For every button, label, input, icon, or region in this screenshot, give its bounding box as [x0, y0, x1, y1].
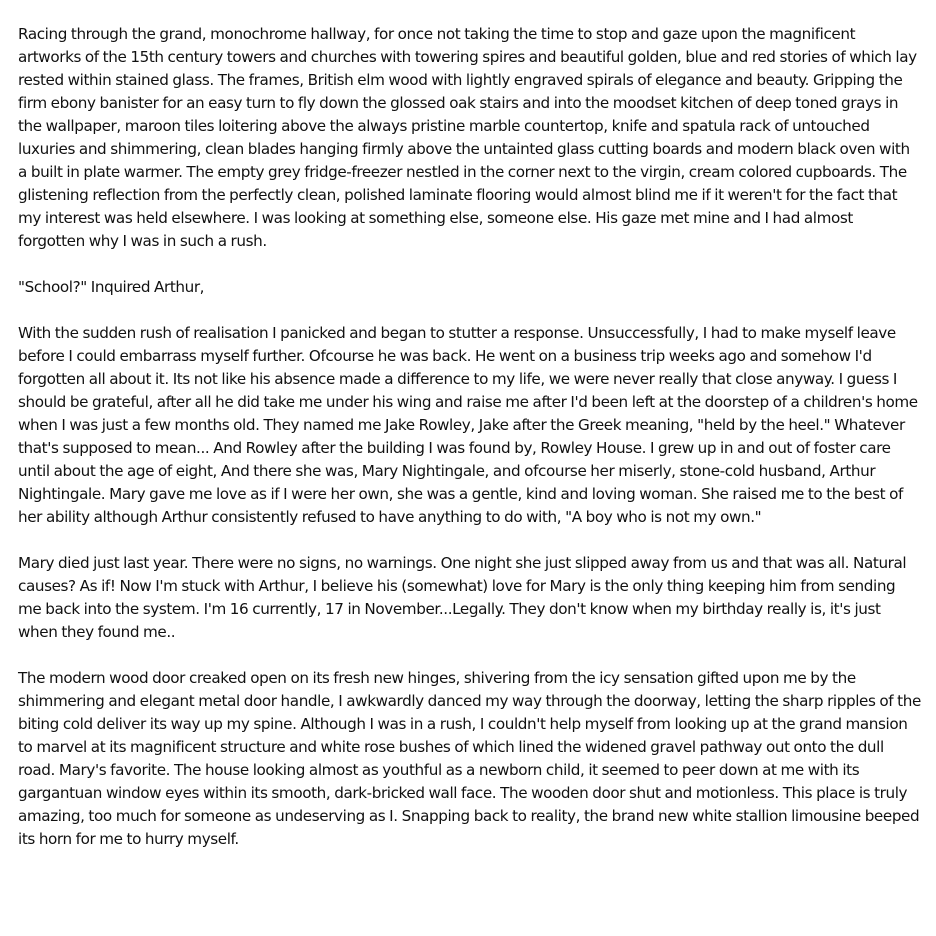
paragraph-mary: Mary died just last year. There were no signs, no warnings. One night she just slipped away from us and that was all. Natural causes? As if! Now I'm stuck with Arthur, I believe his (somewhat) love for Mary is the only thing keeping him from sending me back into the system. I'm 16 currently, 17 in November...Legally. They don't know when my birthday really is, it's just when they found me..	[18, 554, 907, 641]
paragraph-door: The modern wood door creaked open on its fresh new hinges, shivering from the icy sensation gifted upon me by the shimmering and elegant metal door handle, I awkwardly danced my way through the doorway, letting the sharp ripples of the biting cold deliver its way up my spine. Although I was in a rush, I couldn't help myself from looking up at the grand mansion to marvel at its magnificent structure and white rose bushes of which lined the widened gravel pathway out onto the dull road. Mary's favorite. The house looking almost as youthful as a newborn child, it seemed to peer down at me with its gargantuan window eyes within its smooth, dark-bricked wall face. The wooden door shut and motionless. This place is truly amazing, too much for someone as undeserving as I. Snapping back to reality, the brand new white stallion limousine beeped its horn for me to hurry myself.	[18, 669, 921, 848]
paragraph-realisation: With the sudden rush of realisation I panicked and began to stutter a response. Unsuccessfully, I had to make myself leave before I could embarrass myself further. Ofcourse he was back. He went on a business trip weeks ago and somehow I'd forgotten all about it. Its not like his absence made a difference to my life, we were never really that close anyway. I guess I should be grateful, after all he did take me under his wing and raise me after I'd been left at the doorstep of a children's home when I was just a few months old. They named me Jake Rowley, Jake after the Greek meaning, "held by the heel." Whatever that's supposed to mean... And Rowley after the building I was found by, Rowley House. I grew up in and out of foster care until about the age of eight, And there she was, Mary Nightingale, and ofcourse her miserly, stone-cold husband, Arthur Nightingale. Mary gave me love as if I were her own, she was a gentle, kind and loving woman. She raised me to the best of her ability although Arthur consistently refused to have anything to do with, "A boy who is not my own."	[18, 324, 918, 526]
paragraph-arthur-question: "School?" Inquired Arthur,	[18, 278, 205, 296]
paragraph-hallway: Racing through the grand, monochrome hallway, for once not taking the time to stop and gaze upon the magnificent artworks of the 15th century towers and churches with towering spires and beautiful golden, blue and red stories of which lay rested within stained glass. The frames, British elm wood with lightly engraved spirals of elegance and beauty. Gripping the firm ebony banister for an easy turn to fly down the glossed oak stairs and into the moodset kitchen of deep toned grays in the wallpaper, maroon tiles loitering above the always pristine marble countertop, knife and spatula rack of untouched luxuries and shimmering, clean blades hanging firmly above the untainted glass cutting boards and modern black oven with a built in plate warmer. The empty grey fridge-freezer nestled in the corner next to the virgin, cream colored cupboards. The glistening reflection from the perfectly clean, polished laminate flooring would almost blind me if it weren't for the fact that my interest was held elsewhere. I was looking at something else, someone else. His gaze met mine and I had almost forgotten why I was in such a rush.	[18, 25, 917, 250]
